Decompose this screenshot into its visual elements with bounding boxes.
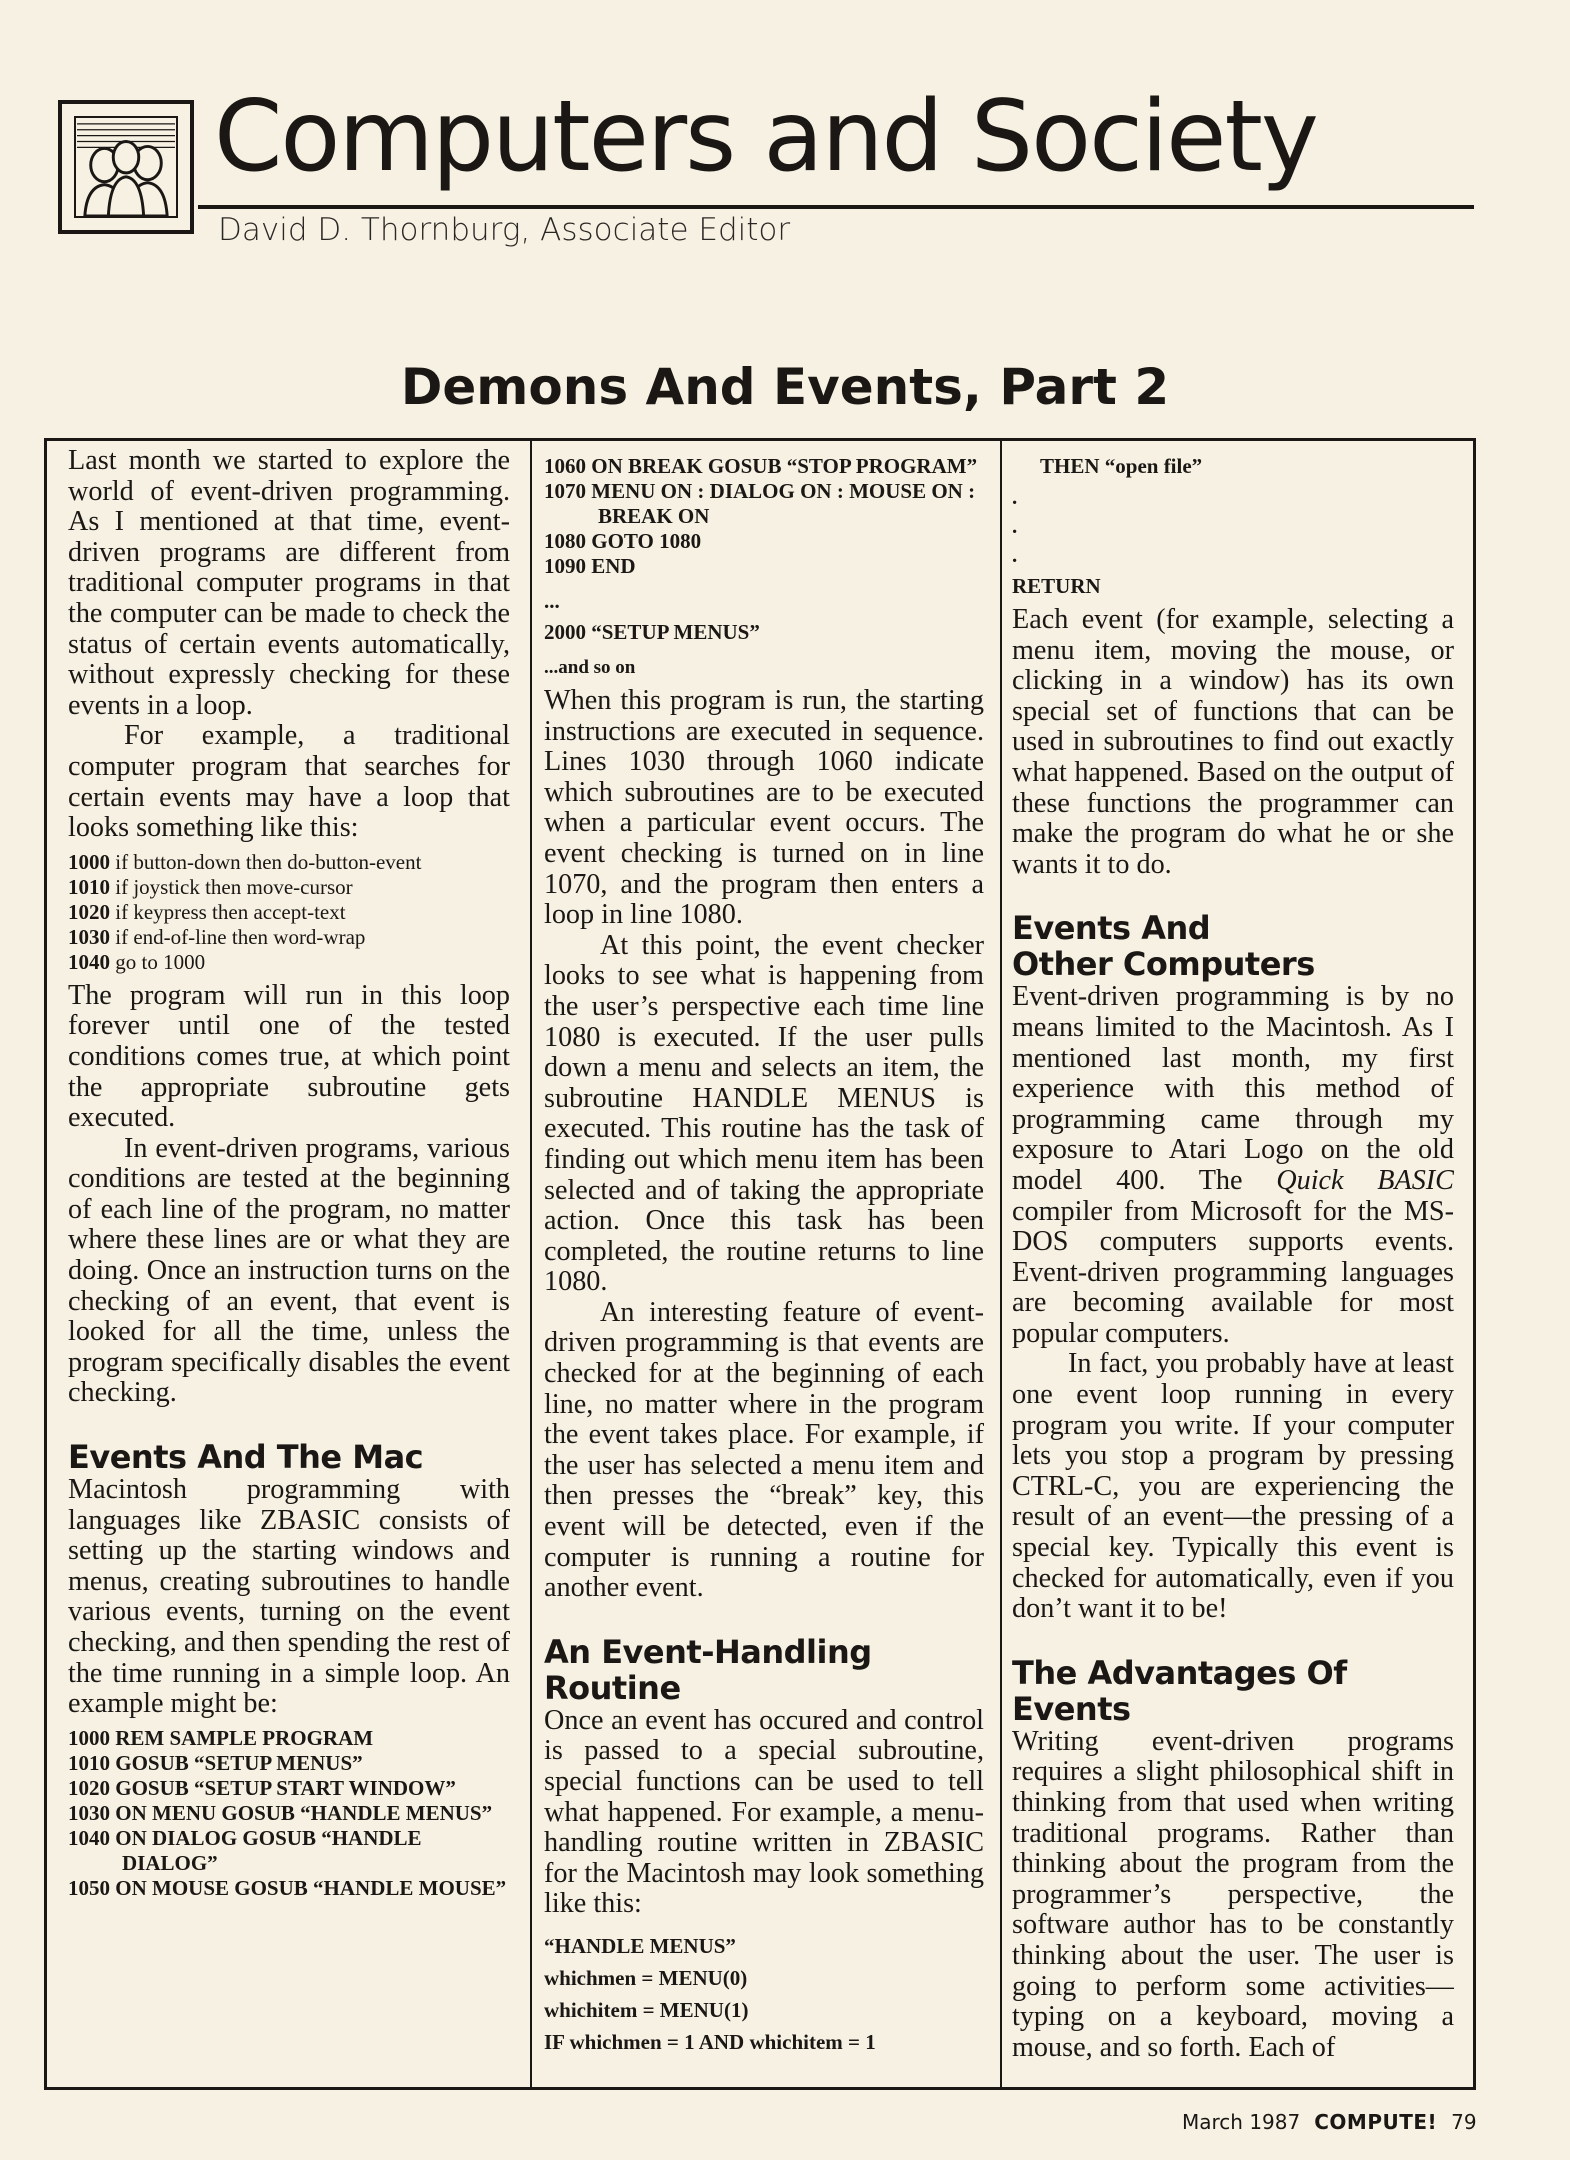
code-ellipsis-dot: . <box>1012 543 1018 567</box>
italic-title: Quick BASIC <box>1276 1164 1454 1196</box>
byline: David D. Thornburg, Associate Editor <box>218 212 791 248</box>
paragraph: For example, a traditional computer program that searches for certain events may have a loop that looks something like this: <box>68 720 510 844</box>
people-icon <box>76 118 176 216</box>
code-line: THEN “open file” <box>1040 454 1203 478</box>
header-rule <box>198 205 1474 209</box>
paragraph: The program will run in this loop forever until one of the tested conditions comes true, at which point the appropriate subroutine gets executed. <box>68 979 510 1134</box>
page-footer <box>1182 2110 1477 2134</box>
code-line: 1040 go to 1000 <box>68 949 206 974</box>
paragraph: Each event (for example, selecting a menu item, moving the mouse, or clicking in a window) has its own special set of functions that can be used in subroutines to find out exactly what happened. Based on the output of these functions the programmer can make the program do what he or she wants it to do. <box>1012 604 1454 880</box>
section-heading: Events And The Mac <box>68 1438 424 1477</box>
code-line: 1080 GOTO 1080 <box>544 529 702 553</box>
code-line: 1030 ON MENU GOSUB “HANDLE MENUS” <box>68 1800 493 1825</box>
issue-date: March 1987 <box>1182 2110 1301 2134</box>
code-line: 1050 ON MOUSE GOSUB “HANDLE MOUSE” <box>68 1875 507 1900</box>
section-heading: Events And Other Computers <box>1012 909 1315 984</box>
code-line: ...and so on <box>544 657 636 678</box>
code-line: 1090 END <box>544 554 636 578</box>
section-heading: The Advantages Of Events <box>1012 1653 1347 1728</box>
paragraph: In event-driven programs, various conditions are tested at the beginning of each line of the program, no matter where these lines are or what they are doing. Once an instruction turns on the checking of an event, that event is looked for all the time, unless the program specifically disables the event checking. <box>68 1132 510 1409</box>
column-1 <box>68 446 510 2076</box>
code-line: 2000 “SETUP MENUS” <box>544 620 760 644</box>
code-line: 1010 GOSUB “SETUP MENUS” <box>68 1750 363 1775</box>
column-3 <box>1012 446 1454 2076</box>
code-line: 1030 if end-of-line then word-wrap <box>68 924 366 949</box>
column-title: Computers and Society <box>214 80 1317 194</box>
paragraph: Writing event-driven programs requires a slight philosophical shift in thinking from that used when writing traditional programs. Rather than thinking about the program from the programmer’s perspective, the software author has to be constantly thinking about the user. The user is going to perform some activities—typing on a keyboard, moving a mouse, and so forth. Each of <box>1012 1725 1454 2063</box>
code-listing <box>68 850 510 975</box>
section-heading: An Event-Handling Routine <box>544 1632 872 1707</box>
column-rule <box>530 438 532 2090</box>
paragraph: An interesting feature of event-driven programming is that events are checked for at the beginning of each line, no matter where in the program the event takes place. For example, if the user has selected a menu item and then presses the “break” key, this event will be detected, even if the computer is running a routine for another event. <box>544 1296 984 1604</box>
magazine-name: COMPUTE! <box>1314 2110 1438 2134</box>
code-ellipsis-dot: . <box>1012 485 1018 509</box>
code-listing <box>1012 454 1454 599</box>
article-title: Demons And Events, Part 2 <box>400 358 1170 416</box>
code-line: whichitem = MENU(1) <box>544 1997 749 2022</box>
code-line: 1010 if joystick then move-cursor <box>68 874 353 899</box>
code-ellipsis: ... <box>544 589 560 613</box>
paragraph: In fact, you probably have at least one event loop running in every program you write. If your computer lets you stop a program by pressing CTRL-C, you are experiencing the result of an event—the pressing of a special key. Typically this event is checked for automatically, even if you don’t want it to be! <box>1012 1348 1454 1625</box>
column-2 <box>544 446 984 2076</box>
paragraph: Last month we started to explore the world of event-driven programming. As I mentioned at that time, event-driven programs are different from traditional computer programs in that the computer can be made to check the status of certain events automatically, without expressly checking for these events in a loop. <box>68 446 510 721</box>
code-line: 1070 MENU ON : DIALOG ON : MOUSE ON : BREAK ON <box>544 479 976 528</box>
column-logo <box>58 100 194 234</box>
code-line: whichmen = MENU(0) <box>544 1965 748 1990</box>
code-line: 1000 if button-down then do-button-event <box>68 849 422 874</box>
code-line: 1040 ON DIALOG GOSUB “HANDLE DIALOG” <box>68 1825 422 1875</box>
code-listing <box>544 454 984 579</box>
code-ellipsis-dot: . <box>1012 514 1018 538</box>
code-line: 1020 GOSUB “SETUP START WINDOW” <box>68 1775 456 1800</box>
column-rule <box>1000 438 1002 2090</box>
code-line: IF whichmen = 1 AND whichitem = 1 <box>544 2029 876 2054</box>
paragraph: Event-driven programming is by no means limited to the Macintosh. As I mentioned last month, my first experience with this method of programming came through my exposure to Atari Logo on the old model 400. The Quick BASIC compiler from Microsoft for the MS-DOS computers supports events. Event-driven programming languages are becoming available for most popular computers. <box>1012 981 1454 1349</box>
code-listing <box>544 1930 984 2058</box>
code-listing <box>68 1726 510 1901</box>
code-line: 1000 REM SAMPLE PROGRAM <box>68 1725 374 1750</box>
paragraph: Macintosh programming with languages like ZBASIC consists of setting up the starting windows and menus, creating subroutines to handle various events, turning on the event checking, and then spending the rest of the time running in a simple loop. An example might be: <box>68 1474 510 1720</box>
code-line: 1060 ON BREAK GOSUB “STOP PROGRAM” <box>544 454 978 478</box>
code-line: “HANDLE MENUS” <box>544 1933 736 1958</box>
code-line: 1020 if keypress then accept-text <box>68 899 346 924</box>
code-line: RETURN <box>1012 574 1101 598</box>
page-number: 79 <box>1451 2110 1477 2134</box>
paragraph: At this point, the event checker looks to see what is happening from the user’s perspective each time line 1080 is executed. If the user pulls down a menu and selects an item, the subroutine HANDLE MENUS is executed. This routine has the task of finding out which menu item has been selected and of taking the appropriate action. Once this task has been completed, the routine returns to line 1080. <box>544 929 984 1298</box>
paragraph: When this program is run, the starting instructions are executed in sequence. Lines 1030 through 1060 indicate which subroutines are to be executed when a particular event occurs. The event checking is turned on in line 1070, and the program then enters a loop in line 1080. <box>544 685 984 931</box>
paragraph: Once an event has occured and control is passed to a special subroutine, special functions can be used to tell what happened. For example, a menu-handling routine written in ZBASIC for the Macintosh may look something like this: <box>544 1704 984 1920</box>
code-listing <box>544 589 984 680</box>
